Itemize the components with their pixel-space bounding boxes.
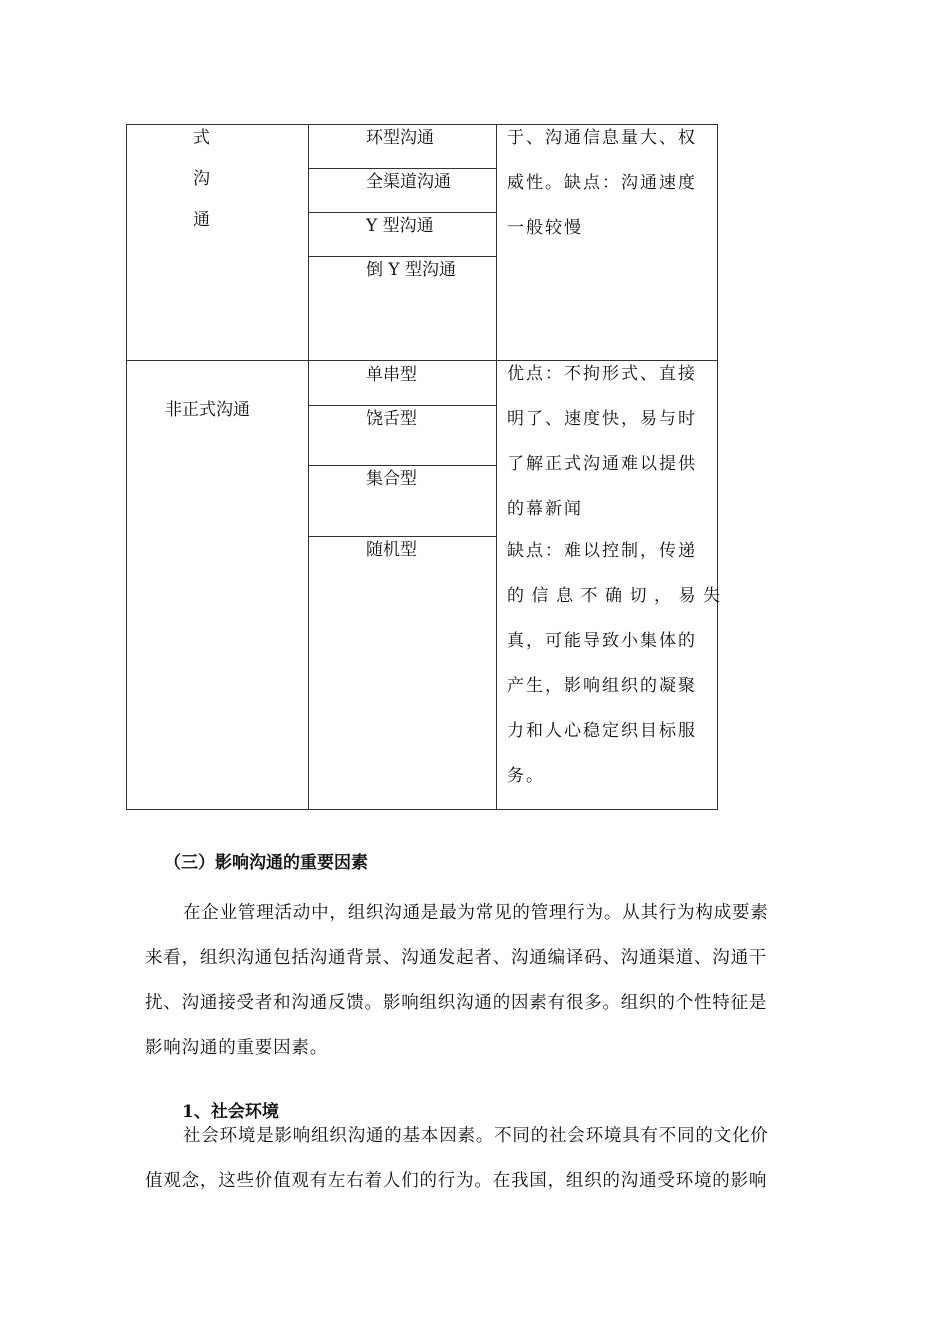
description-line: 的信息不确切，易失 bbox=[507, 586, 728, 606]
paragraph-line: 来看，组织沟通包括沟通背景、沟通发起者、沟通编译码、沟通渠道、沟通干 bbox=[145, 948, 768, 968]
paragraph-line: 扰、沟通接受者和沟通反馈。影响组织沟通的因素有很多。组织的个性特征是 bbox=[145, 993, 768, 1013]
description-line: 一般较慢 bbox=[507, 218, 583, 238]
type-divider bbox=[308, 536, 497, 537]
type-cell: 环型沟通 bbox=[366, 128, 434, 148]
type-cell: 饶舌型 bbox=[366, 409, 417, 429]
description-line: 产生，影响组织的凝聚 bbox=[507, 676, 697, 696]
description-line: 力和人心稳定织目标服 bbox=[507, 721, 697, 741]
type-cell: 单串型 bbox=[366, 365, 417, 385]
table-border-left bbox=[126, 124, 127, 810]
communication-types-table bbox=[126, 124, 728, 810]
formal-label-char: 式 bbox=[193, 128, 210, 148]
section-heading: （三）影响沟通的重要因素 bbox=[164, 853, 368, 873]
description-line: 于、沟通信息量大、权 bbox=[507, 128, 697, 148]
type-cell: 集合型 bbox=[366, 469, 417, 489]
type-divider bbox=[308, 256, 497, 257]
type-cell: 全渠道沟通 bbox=[366, 172, 451, 192]
formal-label-char: 通 bbox=[193, 210, 210, 230]
type-divider bbox=[308, 465, 497, 466]
description-line: 的幕新闻 bbox=[507, 499, 583, 519]
description-line: 缺点：难以控制，传递 bbox=[507, 541, 697, 561]
type-divider bbox=[308, 405, 497, 406]
description-line: 了解正式沟通难以提供 bbox=[507, 454, 697, 474]
informal-communication-label: 非正式沟通 bbox=[165, 400, 250, 420]
type-divider bbox=[308, 212, 497, 213]
table-column-divider-1 bbox=[308, 124, 309, 810]
description-line: 务。 bbox=[507, 766, 545, 786]
table-border-bottom bbox=[126, 809, 718, 810]
table-column-divider-2 bbox=[496, 124, 497, 810]
paragraph-line: 在企业管理活动中，组织沟通是最为常见的管理行为。从其行为构成要素 bbox=[183, 903, 769, 923]
description-line: 威性。缺点：沟通速度 bbox=[507, 173, 697, 193]
paragraph-line: 社会环境是影响组织沟通的基本因素。不同的社会环境具有不同的文化价 bbox=[183, 1126, 769, 1146]
description-line: 优点：不拘形式、直接 bbox=[507, 364, 697, 384]
description-line: 明了、速度快，易与时 bbox=[507, 409, 697, 429]
type-divider bbox=[308, 168, 497, 169]
subsection-heading: 1、社会环境 bbox=[182, 1102, 279, 1122]
paragraph-line: 值观念，这些价值观有左右着人们的行为。在我国，组织的沟通受环境的影响 bbox=[145, 1171, 768, 1191]
formal-label-char: 沟 bbox=[193, 169, 210, 189]
paragraph-line: 影响沟通的重要因素。 bbox=[145, 1038, 328, 1058]
type-cell: Y 型沟通 bbox=[366, 216, 434, 236]
description-line: 真，可能导致小集体的 bbox=[507, 631, 697, 651]
table-border-right bbox=[717, 124, 718, 810]
type-cell: 随机型 bbox=[366, 540, 417, 560]
type-cell: 倒 Y 型沟通 bbox=[366, 260, 457, 280]
